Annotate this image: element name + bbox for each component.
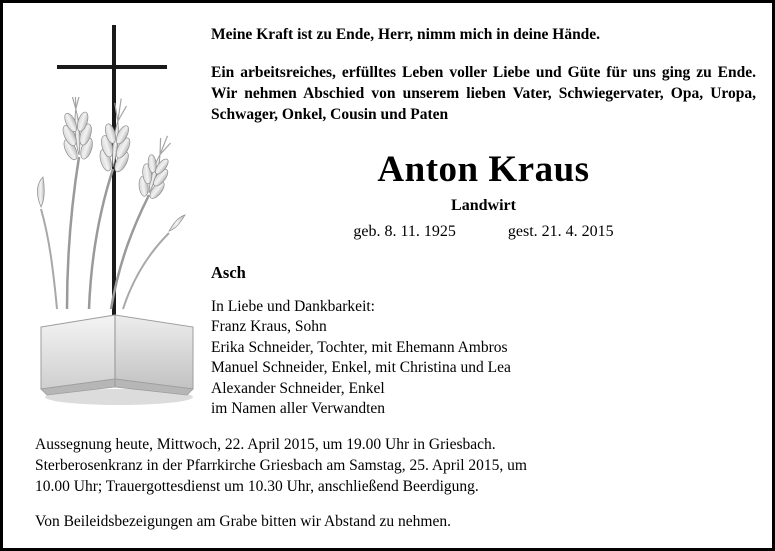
list-item: Erika Schneider, Tochter, mit Ehemann Ambros (211, 338, 508, 356)
list-item: Alexander Schneider, Enkel (211, 379, 385, 397)
service-paragraph (35, 435, 747, 498)
place-name: Asch (211, 262, 246, 282)
open-book-icon (35, 297, 200, 407)
deceased-name: Anton Kraus (377, 148, 590, 190)
birth-date: geb. 8. 11. 1925 (353, 222, 456, 240)
list-item: Manuel Schneider, Enkel, mit Christina und Lea (211, 359, 511, 377)
service-line: Sterberosenkranz in der Pfarrkirche Griesbach am Samstag, 25. April 2015, um (35, 456, 527, 474)
service-details (35, 435, 747, 533)
deceased-profession: Landwirt (451, 196, 516, 214)
list-item: Franz Kraus, Sohn (211, 318, 327, 336)
life-dates (211, 223, 756, 241)
wheat-ears-icon (27, 97, 187, 312)
family-block (211, 297, 756, 420)
family-heading: In Liebe und Dankbarkeit: (211, 297, 375, 315)
illustration (17, 17, 212, 417)
list-item: im Namen aller Verwandten (211, 400, 386, 418)
condolence-note: Von Beileidsbezeigungen am Grabe bitten wir Abstand zu nehmen. (35, 512, 451, 530)
death-date: gest. 21. 4. 2015 (507, 222, 614, 240)
verse-text: Meine Kraft ist zu Ende, Herr, nimm mich in deine Hände. (211, 26, 601, 43)
service-line: 10.00 Uhr; Trauergottesdienst um 10.30 Uhr, anschließend Beerdigung. (35, 477, 479, 495)
cross-icon-crossbar (57, 65, 167, 69)
obituary-text (211, 25, 756, 420)
service-line: Aussegnung heute, Mittwoch, 22. April 2015, um 19.00 Uhr in Griesbach. (35, 436, 496, 453)
intro-text: Ein arbeitsreiches, erfülltes Leben voller Liebe und Güte für uns ging zu Ende. Wir nehmen Abschied von unserem lieben Vater, Schwiegervater, Opa, Uropa, Schwager, Onkel, Cousin und Paten (211, 64, 756, 123)
